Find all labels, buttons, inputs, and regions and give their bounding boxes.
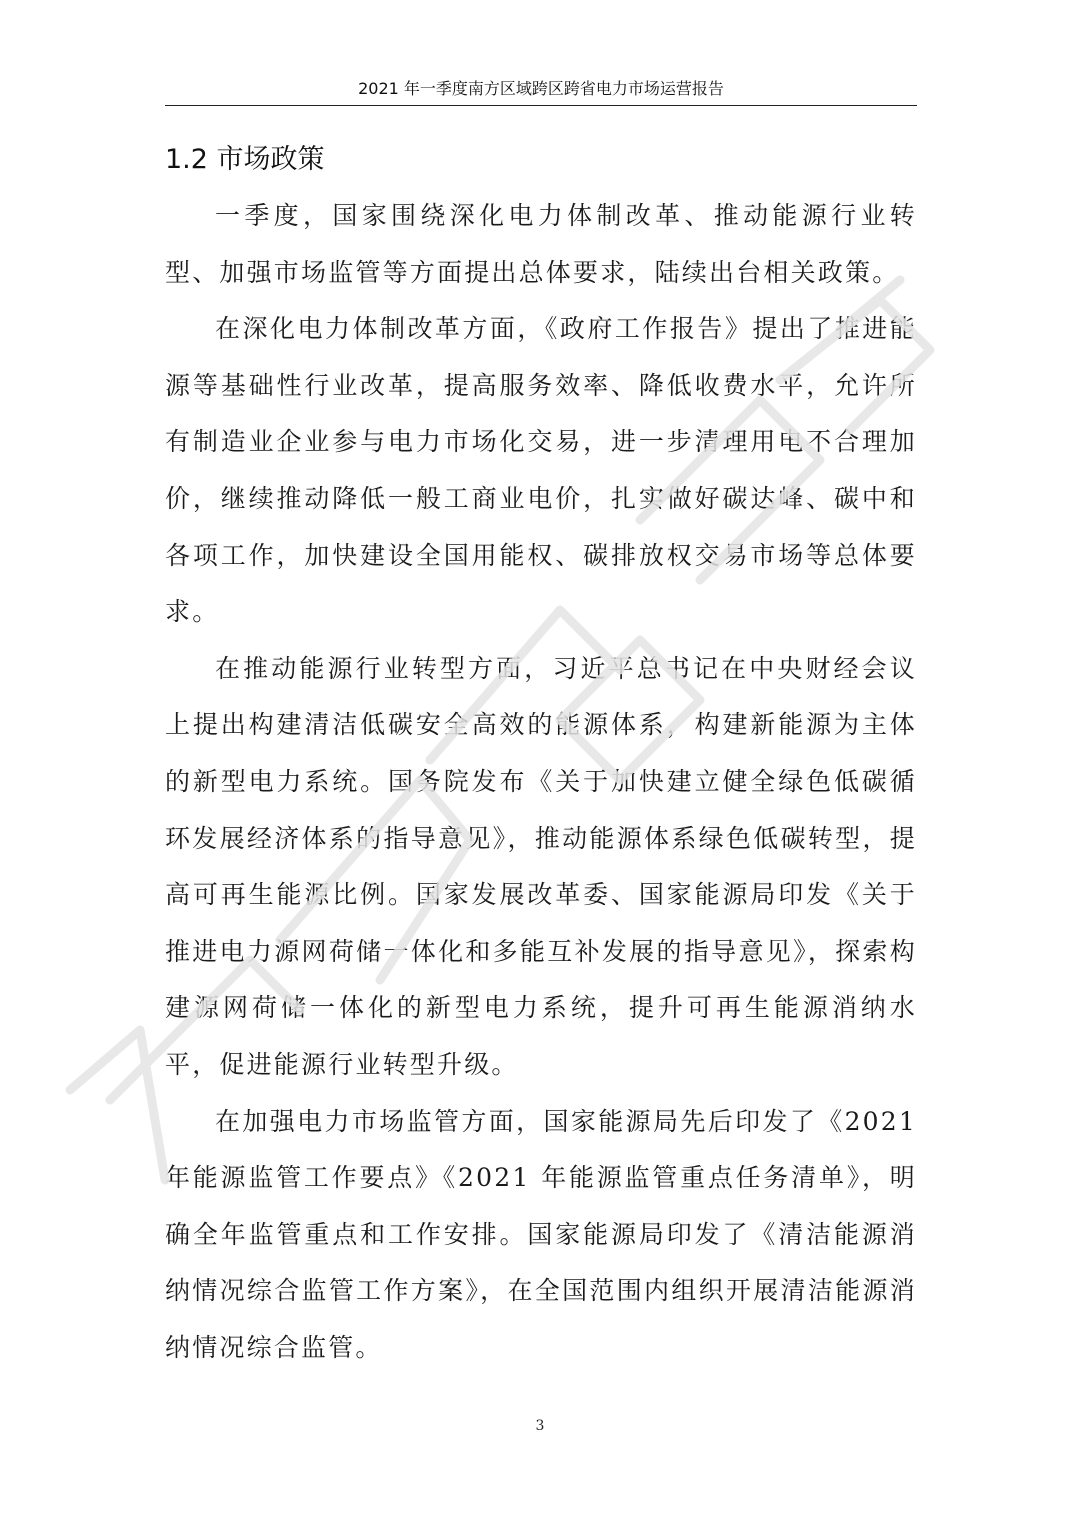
body-text (165, 188, 917, 1376)
page-number: 3 (535, 1418, 545, 1434)
paragraph-transition: 在推动能源行业转型方面，习近平总书记在中央财经会议上提出构建清洁低碳安全高效的能源体系，构建新能源为主体的新型电力系统。国务院发布《关于加快建立健全绿色低碳循环发展经济体系的指导意见》，推动能源体系绿色低碳转型，提高可再生能源比例。国家发展改革委、国家能源局印发《关于推进电力源网荷储一体化和多能互补发展的指导意见》，探索构建源网荷储一体化的新型电力系统，提升可再生能源消纳水平，促进能源行业转型升级。 (165, 653, 917, 1079)
paragraph-reform: 在深化电力体制改革方面，《政府工作报告》提出了推进能源等基础性行业改革，提高服务效率、降低收费水平，允许所有制造业企业参与电力市场化交易，进一步清理用电不合理加价，继续推动降低一般工商业电价，扎实做好碳达峰、碳中和各项工作，加快建设全国用能权、碳排放权交易市场等总体要求。 (165, 314, 917, 627)
paragraph-intro: 一季度，国家围绕深化电力体制改革、推动能源行业转型、加强市场监管等方面提出总体要求，陆续出台相关政策。 (165, 201, 917, 287)
header-divider (165, 105, 917, 106)
page-header-title: 2021 年一季度南方区域跨区跨省电力市场运营报告 (358, 79, 724, 98)
section-heading: 1.2 市场政策 (165, 144, 325, 175)
paragraph-supervision: 在加强电力市场监管方面，国家能源局先后印发了《2021 年能源监管工作要点》《2021 年能源监管重点任务清单》，明确全年监管重点和工作安排。国家能源局印发了《清洁能源消纳情况综合监管工作方案》，在全国范围内组织开展清洁能源消纳情况综合监管。 (165, 1106, 917, 1362)
